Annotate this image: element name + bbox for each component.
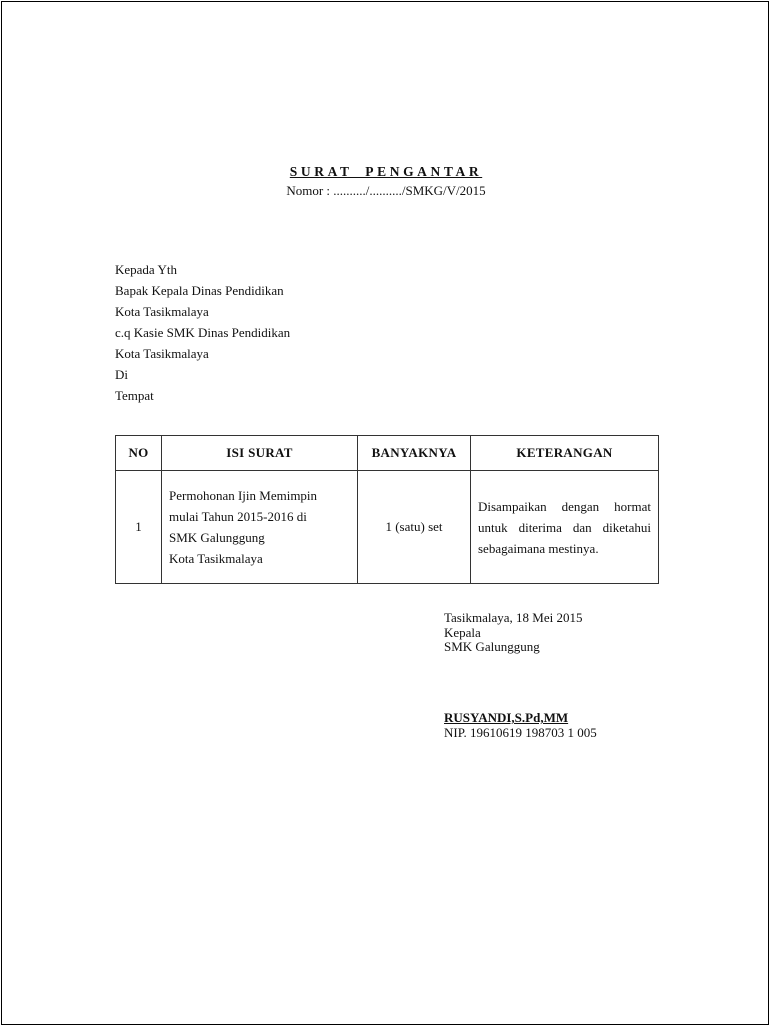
recipient-line: Di xyxy=(115,367,128,382)
signer-name: RUSYANDI,S.Pd,MM xyxy=(444,710,569,725)
header-isi-surat: ISI SURAT xyxy=(162,436,358,471)
place-date: Tasikmalaya, 18 Mei 2015 xyxy=(444,610,583,625)
recipient-line: Tempat xyxy=(115,388,154,403)
signer-position: Kepala xyxy=(444,624,481,640)
signer-block xyxy=(444,711,597,740)
header-no: NO xyxy=(116,436,162,471)
isi-line: mulai Tahun 2015-2016 di xyxy=(169,509,307,524)
isi-line: SMK Galunggung xyxy=(169,530,265,545)
signature-block xyxy=(444,611,582,655)
table-row xyxy=(116,471,659,584)
signer-institution: SMK Galunggung xyxy=(444,639,540,654)
table-header-row xyxy=(116,436,659,471)
signer-nip: NIP. 19610619 198703 1 005 xyxy=(444,724,597,740)
cell-isi-surat xyxy=(162,471,358,584)
cell-no: 1 xyxy=(116,471,162,584)
isi-line: Kota Tasikmalaya xyxy=(169,551,263,566)
cell-keterangan: Disampaikan dengan hormat untuk diterima dan diketahui sebagaimana mestinya. xyxy=(471,471,659,584)
recipient-line: Bapak Kepala Dinas Pendidikan xyxy=(115,283,284,298)
recipient-block xyxy=(115,259,290,406)
letter-title: SURAT PENGANTAR xyxy=(289,164,483,179)
header-banyaknya: BANYAKNYA xyxy=(358,436,471,471)
recipient-line: Kota Tasikmalaya xyxy=(115,304,209,319)
recipient-line: Kota Tasikmalaya xyxy=(115,346,209,361)
cell-banyaknya: 1 (satu) set xyxy=(358,471,471,584)
letter-number: Nomor : ........../........../SMKG/V/2015 xyxy=(286,183,486,198)
recipient-line: c.q Kasie SMK Dinas Pendidikan xyxy=(115,325,291,340)
header-keterangan: KETERANGAN xyxy=(471,436,659,471)
recipient-line: Kepada Yth xyxy=(115,262,177,277)
isi-line: Permohonan Ijin Memimpin xyxy=(169,488,318,503)
content-table xyxy=(115,435,659,584)
